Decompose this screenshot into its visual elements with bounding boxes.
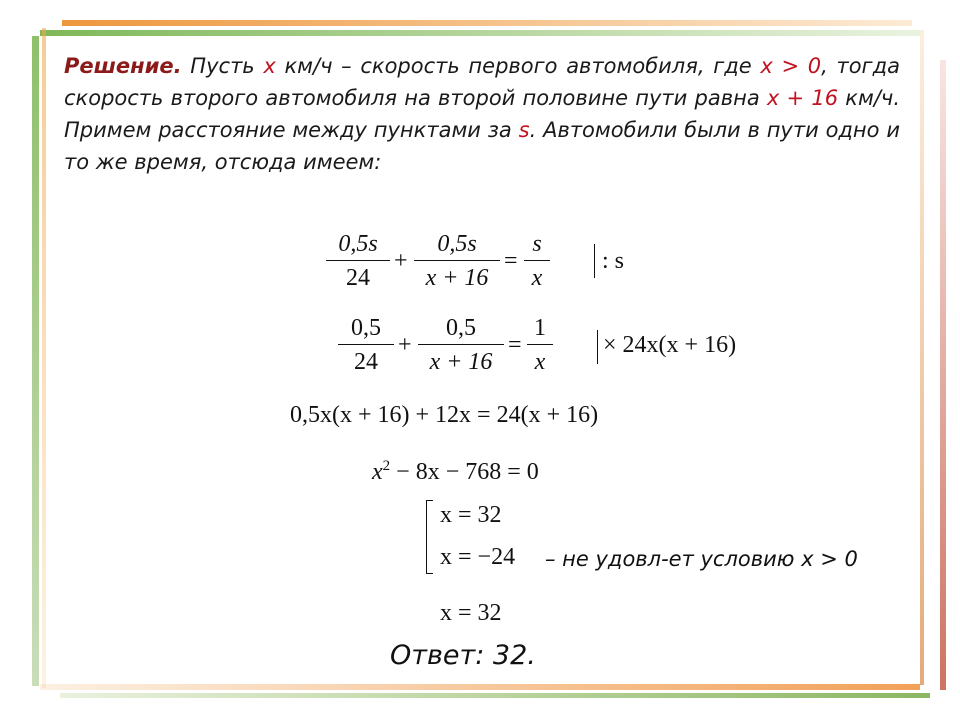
root-2-note: – не удовл-ет условию x > 0	[545, 547, 858, 571]
equals-sign: =	[504, 248, 518, 274]
numerator: 0,5	[351, 315, 381, 341]
equals-sign: =	[508, 332, 522, 358]
divide-operation: : s	[602, 248, 625, 274]
numerator: 0,5s	[437, 231, 477, 257]
frame-right-red	[940, 60, 946, 690]
numerator: 1	[534, 315, 546, 341]
denominator: 24	[346, 265, 370, 291]
intro-text: . Автомобили были в пути одно и то же время, отсюда имеем:	[64, 118, 900, 174]
plus-sign: +	[394, 248, 408, 274]
set-bracket	[426, 500, 433, 574]
numerator: s	[532, 231, 542, 257]
denominator: 24	[354, 349, 378, 375]
frame-top-orange	[62, 20, 912, 26]
multiply-operation: × 24x(x + 16)	[603, 332, 737, 358]
intro-text: , тогда скорость второго автомобиля на второй половине пути равна	[64, 54, 900, 110]
plus-sign: +	[398, 332, 412, 358]
final-result: x = 32	[440, 600, 502, 626]
fraction	[418, 312, 504, 377]
numerator: 0,5	[446, 315, 476, 341]
fraction	[527, 312, 553, 377]
equation-3: 0,5x(x + 16) + 12x = 24(x + 16)	[290, 402, 599, 428]
answer: Ответ: 32.	[390, 640, 536, 671]
intro-text: км/ч. Примем расстояние между пунктами за	[64, 86, 900, 142]
fraction	[338, 312, 394, 377]
quadratic-base: x	[372, 459, 383, 485]
frame-left-orange	[42, 28, 46, 688]
root-1: x = 32	[440, 502, 502, 528]
denominator: x + 16	[425, 265, 489, 291]
exponent: 2	[382, 458, 391, 474]
fraction	[524, 228, 550, 293]
frame-right-orange	[920, 30, 924, 685]
frame-bottom-orange	[40, 684, 920, 690]
var-s: s	[518, 118, 530, 142]
denominator: x	[531, 265, 543, 291]
intro-text: км/ч – скорость первого автомобиля, где	[275, 54, 761, 78]
frame-left-green	[32, 36, 39, 686]
fraction	[414, 228, 500, 293]
fraction	[326, 228, 390, 293]
equation-4	[372, 458, 539, 486]
frame-top-green	[40, 30, 920, 36]
condition: x > 0	[760, 54, 822, 78]
frame-bottom-green	[60, 693, 930, 698]
var-x: x	[263, 54, 276, 78]
root-2: x = −24	[440, 544, 516, 570]
speed-second: x + 16	[766, 86, 839, 110]
solution-intro	[64, 50, 900, 178]
quadratic-rest: − 8x − 768 = 0	[390, 459, 539, 485]
numerator: 0,5s	[338, 231, 378, 257]
divide-bar	[594, 244, 595, 278]
solution-label: Решение.	[64, 54, 182, 78]
denominator: x + 16	[429, 349, 493, 375]
intro-text: Пусть	[181, 54, 264, 78]
multiply-bar	[597, 330, 598, 364]
denominator: x	[534, 349, 546, 375]
